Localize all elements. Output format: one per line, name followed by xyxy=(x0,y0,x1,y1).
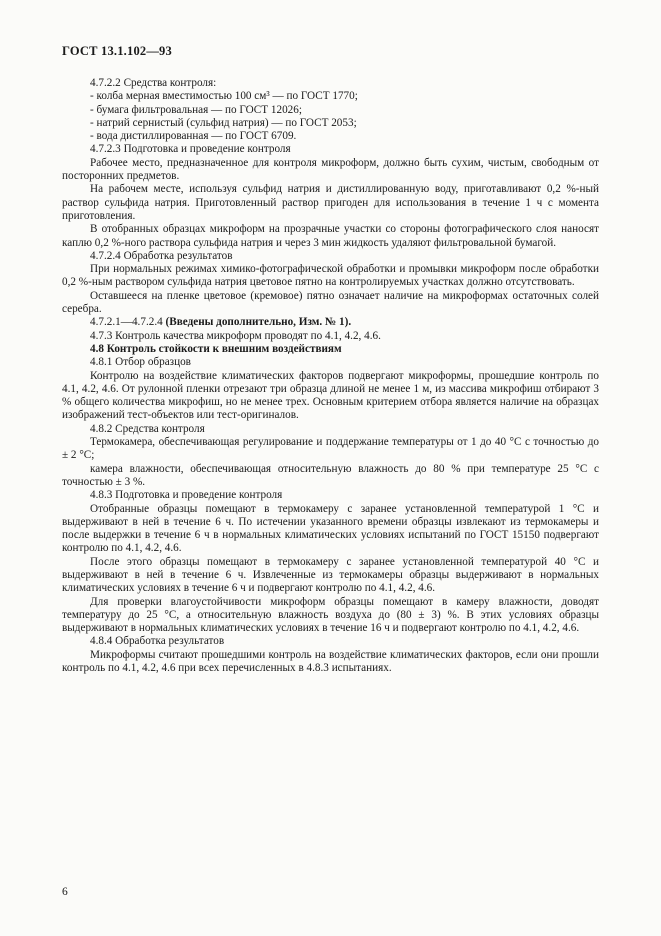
paragraph xyxy=(62,143,599,156)
paragraph xyxy=(62,290,599,317)
paragraph-text: 4.8 Контроль стойкости к внешним воздействиям xyxy=(90,342,342,355)
document-body xyxy=(62,77,599,675)
paragraph-text: 4.7.2.1—4.7.2.4 xyxy=(90,316,166,329)
paragraph xyxy=(62,330,599,343)
paragraph-text: В отобранных образцах микроформ на прозрачные участки со стороны фотографического слоя наносят каплю 0,2 %-ного раствора сульфида натрия и через 3 мин жидкость удаляют фильтровальной бумагой. xyxy=(62,223,599,249)
paragraph xyxy=(62,556,599,596)
paragraph-text: 4.7.3 Контроль качества микроформ проводят по 4.1, 4.2, 4.6. xyxy=(90,329,381,342)
paragraph xyxy=(62,596,599,636)
paragraph xyxy=(62,263,599,290)
document-header: ГОСТ 13.1.102—93 xyxy=(62,44,172,58)
paragraph-text: 4.7.2.4 Обработка результатов xyxy=(90,249,233,262)
paragraph xyxy=(62,104,599,117)
paragraph-text: 4.8.4 Обработка результатов xyxy=(90,635,225,648)
paragraph-text: камера влажности, обеспечивающая относительную влажность до 80 % при температуре 25 °С с точностью ± 3 %. xyxy=(62,462,599,488)
paragraph xyxy=(62,316,599,329)
paragraph xyxy=(62,635,599,648)
paragraph-text: Микроформы считают прошедшими контроль на воздействие климатических факторов, если они прошли контроль по 4.1, 4.2, 4.6 при всех перечисленных в 4.8.3 испытаниях. xyxy=(62,648,599,675)
paragraph xyxy=(62,130,599,143)
paragraph xyxy=(62,223,599,250)
paragraph xyxy=(62,370,599,423)
paragraph-text: 4.7.2.2 Средства контроля: xyxy=(90,77,217,89)
paragraph xyxy=(62,503,599,556)
paragraph xyxy=(62,356,599,369)
paragraph-text: Для проверки влагоустойчивости микроформ образцы помещают в камеру влажности, доводят температуру до 25 °С, а относительную влажность воздуха до (80 ± 3) %. В этих условиях образцы выдерживают в нормальных климатических условиях в течение 16 ч и подвергают контролю по 4.1, 4.2, 4.6. xyxy=(62,595,599,635)
paragraph xyxy=(62,183,599,223)
paragraph xyxy=(62,649,599,676)
paragraph xyxy=(62,423,599,436)
paragraph-text: 4.8.1 Отбор образцов xyxy=(90,356,191,369)
paragraph-bold-text: (Введены дополнительно, Изм. № 1). xyxy=(165,316,352,329)
paragraph-text: 4.8.2 Средства контроля xyxy=(90,422,205,435)
paragraph xyxy=(62,436,599,463)
page-number: 6 xyxy=(62,886,68,898)
paragraph-text: При нормальных режимах химико-фотографической обработки и промывки микроформ после обработки 0,2 %-ным раствором сульфида натрия цветовое пятно на контролируемых участках должно отсутствовать. xyxy=(62,263,599,289)
paragraph xyxy=(62,77,599,90)
paragraph-text: Рабочее место, предназначенное для контроля микроформ, должно быть сухим, чистым, свободным от посторонних предметов. xyxy=(62,156,599,183)
paragraph xyxy=(62,343,599,356)
paragraph xyxy=(62,489,599,502)
paragraph xyxy=(62,250,599,263)
paragraph-text: Отобранные образцы помещают в термокамеру с заранее установленной температурой 1 °С и выдерживают в ней в течение 6 ч. По истечении указанного времени образцы извлекают из термокамеры и после выдержки в течение 6 ч в нормальных климатических условиях испытаний по ГОСТ 15150 подвергают контролю по 4.1, 4.2, 4.6. xyxy=(62,502,599,555)
paragraph-text: - вода дистиллированная — по ГОСТ 6709. xyxy=(90,130,297,143)
paragraph-text: Контролю на воздействие климатических факторов подвергают микроформы, прошедшие контроль по 4.1, 4.2, 4.6. От рулонной пленки отрезают три образца длиной не менее 1 м, из массива микрофиш отбирают 3 % общего количества микрофиш, но не менее трех. Основным критерием отбора является наличие на образцах изображений тест-объектов или тест-оригиналов. xyxy=(62,369,599,422)
paragraph xyxy=(62,157,599,184)
paragraph-text: Термокамера, обеспечивающая регулирование и поддержание температуры от 1 до 40 °С с точностью до ± 2 °С; xyxy=(62,436,599,462)
paragraph xyxy=(62,117,599,130)
paragraph xyxy=(62,463,599,490)
paragraph-text: 4.7.2.3 Подготовка и проведение контроля xyxy=(90,143,291,156)
paragraph-text: - натрий сернистый (сульфид натрия) — по ГОСТ 2053; xyxy=(90,116,357,129)
paragraph-text: - колба мерная вместимостью 100 см³ — по ГОСТ 1770; xyxy=(90,90,358,103)
paragraph xyxy=(62,90,599,103)
paragraph-text: 4.8.3 Подготовка и проведение контроля xyxy=(90,489,283,502)
paragraph-text: После этого образцы помещают в термокамеру с заранее установленной температурой 40 °С и выдерживают в ней в течение 6 ч. Извлеченные из термокамеры образцы выдерживают в нормальных климатических условиях в течение 6 ч и подвергают контролю по 4.1, 4.2, 4.6. xyxy=(62,555,599,595)
paragraph-text: - бумага фильтровальная — по ГОСТ 12026; xyxy=(90,103,302,116)
paragraph-text: Оставшееся на пленке цветовое (кремовое) пятно означает наличие на микроформах остаточных солей серебра. xyxy=(62,289,599,316)
paragraph-text: На рабочем месте, используя сульфид натрия и дистиллированную воду, приготавливают 0,2 %-ный раствор сульфида натрия. Приготовленный раствор пригоден для использования в течение 1 ч с момента приготовления. xyxy=(62,183,599,222)
